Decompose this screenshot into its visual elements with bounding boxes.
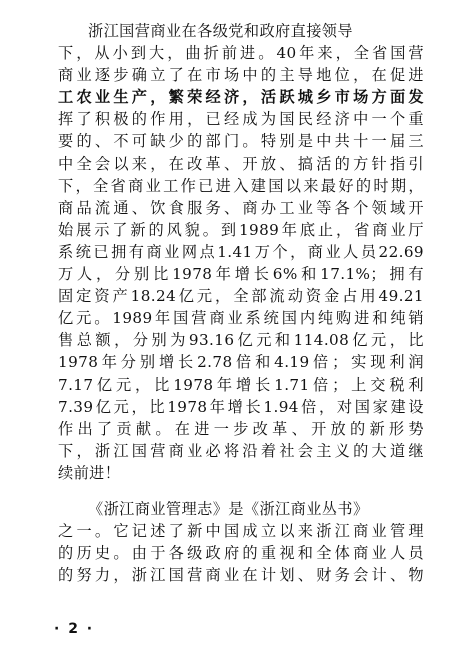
text-line: 亿元。1989年国营商业系统国内纯购进和纯销 [58,309,424,328]
text-line: 商品流通、饮食服务、商办工业等各个领域开 [58,198,424,217]
paragraph-spacer [58,484,424,498]
text-line: 下，浙江国营商业必将沿着社会主义的大道继 [58,441,424,460]
text-line: 的历史。由于各级政府的重视和全体商业人员 [58,544,424,563]
text-line: 工农业生产，繁荣经济，活跃城乡市场方面发 [58,88,424,107]
text-line: 《浙江商业管理志》是《浙江商业丛书》 [88,499,369,518]
text-line: 固定资产18.24亿元，全部流动资金占用49.21 [58,287,424,306]
text-line: 下，从小到大，曲折前进。40年来，全省国营 [58,44,424,63]
text-line: 的努力，浙江国营商业在计划、财务会计、物 [58,566,424,585]
body-text [58,20,424,586]
text-line: 作出了贡献。在进一步改革、开放的新形势 [58,419,424,438]
text-line: 浙江国营商业在各级党和政府直接领导 [88,22,353,40]
text-line: 下，全省商业工作已进入建国以来最好的时期， [58,176,424,195]
text-line: 始展示了新的风貌。到1989年底止，省商业厅 [58,220,424,239]
text-line: 挥了积极的作用，已经成为国民经济中一个重 [58,110,424,129]
text-line: 1978年分别增长2.78倍和4.19倍；实现利润 [58,353,424,372]
text-line: 商业逐步确立了在市场中的主导地位，在促进 [58,66,424,85]
page-number: · 2 · [54,621,95,637]
text-line: 7.17亿元，比1978年增长1.71倍；上交税利 [58,375,424,394]
paragraph-1 [58,20,424,484]
text-line: 续前进！ [58,463,121,482]
text-line: 售总额，分别为93.16亿元和114.08亿元，比 [58,331,424,350]
text-line: 之一。它记述了新中国成立以来浙江商业管理 [58,522,424,541]
text-line: 中全会以来，在改革、开放、搞活的方针指引 [58,154,424,173]
text-line: 要的、不可缺少的部门。特别是中共十一届三 [58,132,424,151]
paragraph-2 [58,498,424,586]
text-line: 系统已拥有商业网点1.41万个，商业人员22.69 [58,242,424,261]
text-line: 万人，分别比1978年增长6%和17.1%；拥有 [58,265,424,284]
text-line: 7.39亿元，比1978年增长1.94倍，对国家建设 [58,397,424,416]
